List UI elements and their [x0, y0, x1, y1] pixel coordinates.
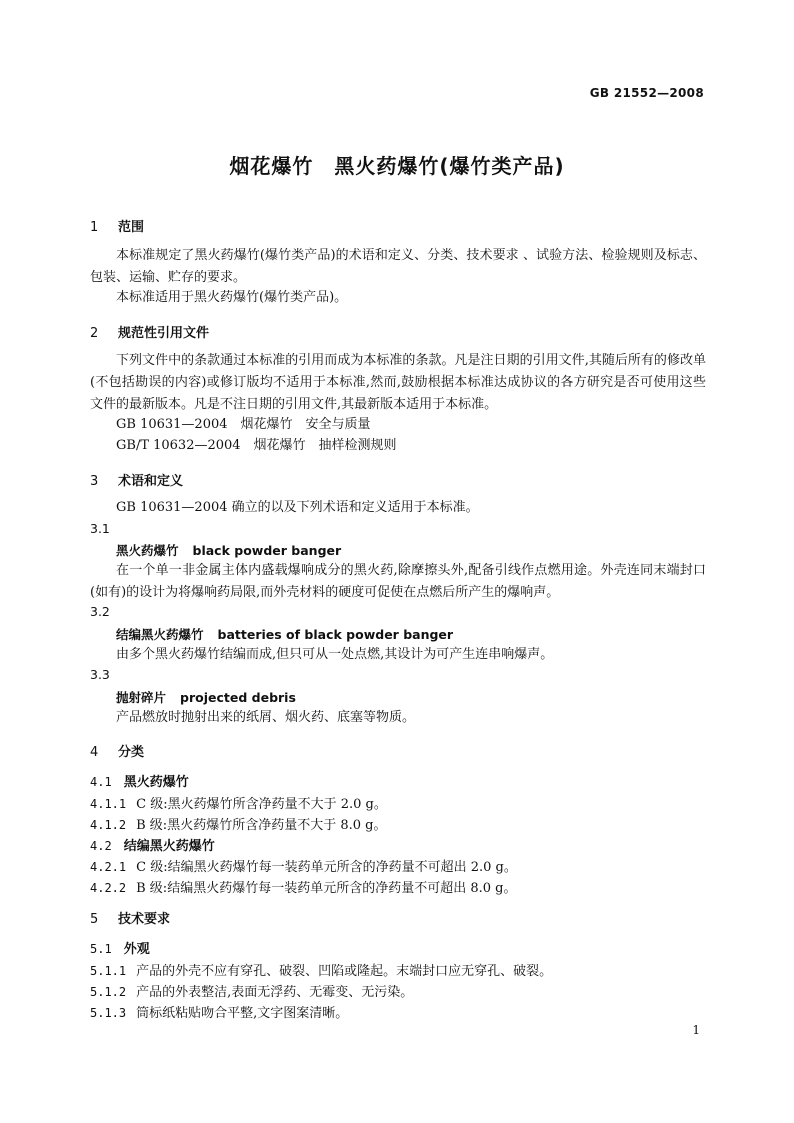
normative-reference-1: GB 10631—2004 烟花爆竹 安全与质量: [116, 417, 371, 432]
term-number: 3.2: [90, 604, 110, 619]
section-title: 范围: [118, 220, 145, 235]
clause-text: C 级:结编黑火药爆竹每一装药单元所含的净药量不可超出 2.0 g。: [136, 860, 517, 875]
clause-number: 5.1: [90, 942, 112, 956]
clause-number: 4.2.1: [90, 860, 127, 874]
term-english: projected debris: [180, 690, 296, 705]
section-4-heading: [90, 741, 144, 760]
clause-text: 产品的外壳不应有穿孔、破裂、凹陷或隆起。末端封口应无穿孔、破裂。: [136, 964, 553, 979]
term-heading: [116, 688, 296, 706]
clause-number: 5.1.1: [90, 964, 127, 978]
clause-text: C 级:黑火药爆竹所含净药量不大于 2.0 g。: [136, 797, 387, 812]
term-number: 3.1: [90, 521, 110, 536]
clause-heading: [90, 835, 215, 854]
clause: [90, 1002, 348, 1021]
term-definition: 在一个单一非金属主体内盛载爆响成分的黑火药,除摩擦头外,配备引线作点燃用途。外壳连同末端封口(如有)的设计为将爆响药局限,而外壳材料的硬度可促使在点燃后所产生的爆响声。: [90, 563, 706, 600]
section-1-heading: [90, 216, 144, 235]
term-heading: [116, 541, 341, 559]
term-definition: 产品燃放时抛射出来的纸屑、烟火药、底塞等物质。: [116, 710, 416, 725]
clause: [90, 877, 516, 896]
clause-number: 4.1: [90, 775, 112, 789]
clause-text: 筒标纸粘贴吻合平整,文字图案清晰。: [136, 1006, 349, 1021]
term-english: black powder banger: [192, 543, 342, 558]
section-2-heading: [90, 322, 209, 341]
section-3-heading: [90, 470, 183, 489]
section-number: 4: [90, 745, 99, 760]
section-1-paragraph-2: 本标准适用于黑火药爆竹(爆竹类产品)。: [116, 290, 348, 305]
section-title: 分类: [118, 745, 145, 760]
normative-reference-2: GB/T 10632—2004 烟花爆竹 抽样检测规则: [116, 438, 397, 453]
page-number: 1: [692, 1023, 700, 1037]
clause-number: 5.1.2: [90, 985, 127, 999]
clause: [90, 814, 386, 833]
clause-number: 4.1.1: [90, 797, 127, 811]
page-title: 烟花爆竹 黑火药爆竹(爆竹类产品): [229, 154, 565, 178]
clause-title: 结编黑火药爆竹: [123, 839, 215, 854]
section-5-heading: [90, 908, 170, 927]
clause-heading: [90, 771, 189, 790]
section-2-paragraph: 下列文件中的条款通过本标准的引用而成为本标准的条款。凡是注日期的引用文件,其随后所有的修改单(不包括勘误的内容)或修订版均不适用于本标准,然而,鼓励根据本标准达成协议的各方研究是否可使用这些文件的最新版本。凡是不注日期的引用文件,其最新版本适用于本标准。: [90, 353, 706, 412]
term-chinese: 黑火药爆竹: [116, 543, 179, 558]
clause-text: B 级:结编黑火药爆竹每一装药单元所含的净药量不可超出 8.0 g。: [136, 881, 517, 896]
term-chinese: 结编黑火药爆竹: [116, 627, 204, 642]
clause-title: 黑火药爆竹: [123, 775, 189, 790]
clause: [90, 856, 517, 875]
clause-number: 5.1.3: [90, 1006, 127, 1020]
section-3-intro: GB 10631—2004 确立的以及下列术语和定义适用于本标准。: [116, 500, 479, 515]
clause: [90, 960, 552, 979]
section-number: 1: [90, 220, 99, 235]
section-number: 5: [90, 912, 99, 927]
clause-number: 4.2.2: [90, 881, 127, 895]
section-1-paragraph-1: 本标准规定了黑火药爆竹(爆竹类产品)的术语和定义、分类、技术要求 、试验方法、检验规则及标志、包装、运输、贮存的要求。: [90, 248, 706, 285]
term-english: batteries of black powder banger: [217, 627, 454, 642]
term-number: 3.3: [90, 667, 110, 682]
section-number: 3: [90, 474, 99, 489]
clause-text: 产品的外表整洁,表面无浮药、无霉变、无污染。: [136, 985, 414, 1000]
clause-heading: [90, 938, 150, 957]
clause-text: B 级:黑火药爆竹所含净药量不大于 8.0 g。: [136, 818, 387, 833]
term-chinese: 抛射碎片: [116, 690, 167, 705]
standard-number: GB 21552—2008: [589, 86, 704, 100]
clause: [90, 981, 413, 1000]
term-definition: 由多个黑火药爆竹结编而成,但只可从一处点燃,其设计为可产生连串响爆声。: [116, 647, 554, 662]
section-title: 术语和定义: [118, 474, 184, 489]
section-title: 规范性引用文件: [118, 326, 210, 341]
clause-number: 4.2: [90, 839, 112, 853]
section-number: 2: [90, 326, 99, 341]
clause-title: 外观: [123, 942, 150, 957]
clause: [90, 793, 387, 812]
clause-number: 4.1.2: [90, 818, 127, 832]
section-title: 技术要求: [118, 912, 171, 927]
term-heading: [116, 625, 453, 643]
